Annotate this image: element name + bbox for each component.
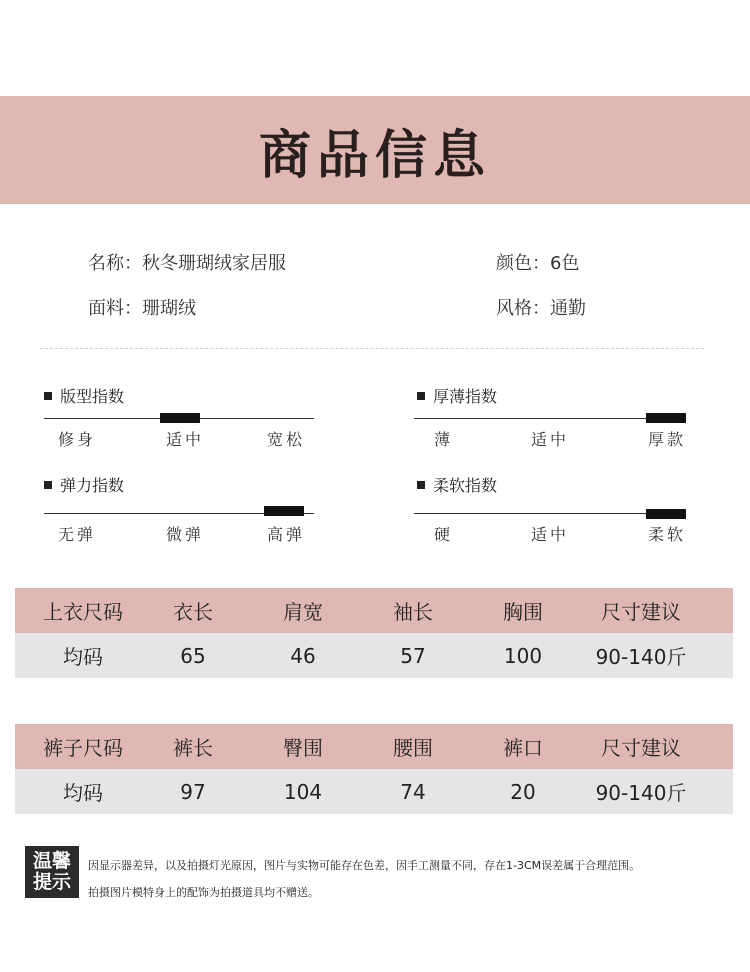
dashed-divider [40, 348, 704, 349]
index-fit-label: 版型指数 [60, 387, 125, 406]
index-softness-high: 柔软 [648, 525, 687, 544]
top-cell-chest: 100 [503, 643, 543, 668]
pants-cell-size: 均码 [63, 781, 103, 805]
index-fit-title [44, 384, 124, 407]
square-bullet-icon [417, 481, 425, 489]
info-style-value: 通勤 [550, 298, 586, 319]
pants-cell-length: 97 [180, 779, 206, 804]
index-elasticity-high: 高弹 [267, 525, 306, 544]
top-header-size: 上衣尺码 [43, 600, 123, 624]
top-cell-length: 65 [180, 643, 206, 668]
index-softness-title [417, 473, 497, 496]
pants-cell-suggestion: 90-140斤 [595, 781, 687, 805]
index-elasticity-marker [264, 506, 304, 516]
tip-text-line2: 拍摄图片模特身上的配饰为拍摄道具均不赠送。 [88, 886, 319, 899]
info-name-label: 名称： [88, 253, 142, 274]
info-fabric-value: 珊瑚绒 [142, 298, 196, 319]
top-cell-size: 均码 [63, 645, 103, 669]
pants-header-hip: 臀围 [283, 736, 323, 760]
pants-header-suggestion: 尺寸建议 [601, 736, 681, 760]
index-fit-low: 修身 [58, 430, 97, 449]
index-thickness-high: 厚款 [648, 430, 687, 449]
pants-size-header-row [15, 724, 733, 769]
tip-badge-line1: 温馨 [32, 850, 71, 872]
index-thickness-label: 厚薄指数 [433, 387, 498, 406]
tip-badge-line2: 提示 [32, 871, 71, 893]
top-size-header-row [15, 588, 733, 633]
top-size-data-row [15, 633, 733, 678]
top-cell-shoulder: 46 [290, 643, 316, 668]
page-title: 商品信息 [258, 125, 491, 186]
top-header-length: 衣长 [173, 600, 213, 624]
pants-header-size: 裤子尺码 [43, 736, 123, 760]
top-header-chest: 胸围 [503, 600, 543, 624]
top-cell-sleeve: 57 [400, 643, 426, 668]
info-color [496, 249, 579, 275]
top-cell-suggestion: 90-140斤 [595, 645, 687, 669]
info-color-label: 颜色： [496, 253, 550, 274]
tip-text-line1: 因显示器差异，以及拍摄灯光原因，图片与实物可能存在色差，因手工测量不同，存在1-3CM误差属于合理范围。 [88, 859, 641, 872]
pants-header-waist: 腰围 [393, 736, 433, 760]
index-elasticity-mid: 微弹 [166, 525, 205, 544]
index-fit-mid: 适中 [166, 430, 205, 449]
tip-badge [25, 846, 79, 898]
square-bullet-icon [44, 392, 52, 400]
square-bullet-icon [417, 392, 425, 400]
square-bullet-icon [44, 481, 52, 489]
index-softness-low: 硬 [434, 525, 454, 544]
index-softness-label: 柔软指数 [433, 476, 498, 495]
index-fit-marker [160, 413, 200, 423]
index-elasticity-label: 弹力指数 [60, 476, 125, 495]
info-color-value: 6色 [550, 253, 580, 274]
index-softness-marker [646, 509, 686, 519]
info-style-label: 风格： [496, 298, 550, 319]
index-thickness-title [417, 384, 497, 407]
info-name [88, 249, 286, 275]
header-banner [0, 96, 750, 204]
info-fabric-label: 面料： [88, 298, 142, 319]
index-elasticity-title [44, 473, 124, 496]
index-softness-mid: 适中 [531, 525, 570, 544]
pants-header-length: 裤长 [173, 736, 213, 760]
info-name-value: 秋冬珊瑚绒家居服 [142, 253, 286, 274]
top-header-suggestion: 尺寸建议 [601, 600, 681, 624]
index-thickness-marker [646, 413, 686, 423]
pants-size-data-row [15, 769, 733, 814]
pants-cell-waist: 74 [400, 779, 426, 804]
pants-cell-hem: 20 [510, 779, 536, 804]
index-fit-high: 宽松 [267, 430, 306, 449]
index-thickness-low: 薄 [434, 430, 454, 449]
index-thickness-mid: 适中 [531, 430, 570, 449]
top-header-sleeve: 袖长 [393, 600, 433, 624]
info-style [496, 294, 586, 320]
top-header-shoulder: 肩宽 [283, 600, 323, 624]
pants-cell-hip: 104 [283, 779, 323, 804]
index-elasticity-low: 无弹 [58, 525, 97, 544]
info-fabric [88, 294, 196, 320]
pants-header-hem: 裤口 [503, 736, 543, 760]
